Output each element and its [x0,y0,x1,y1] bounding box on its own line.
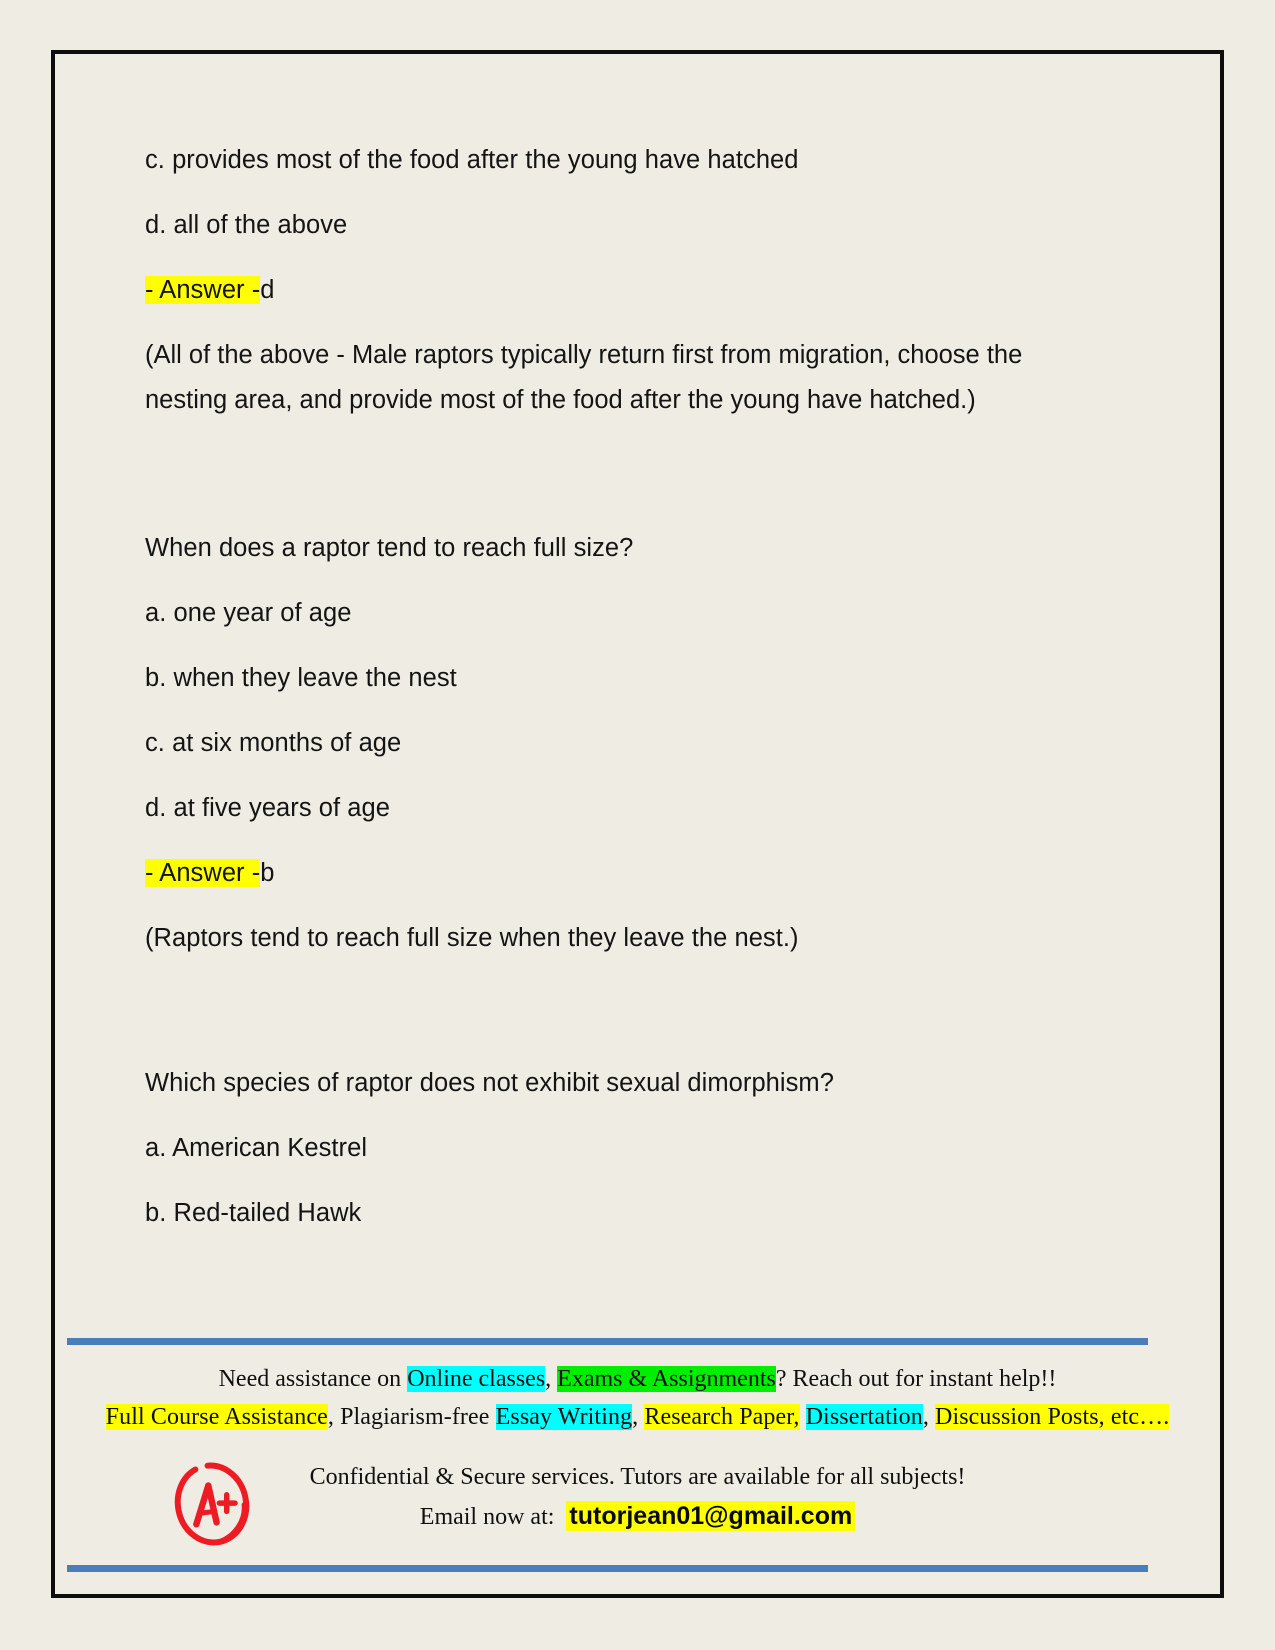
q2-answer-marker: - Answer - [145,859,261,887]
promo-l1-seg1: Need assistance on [218,1366,408,1392]
email-line [55,1497,1220,1537]
promo-l2-full-course-assistance: Full Course Assistance [105,1404,328,1430]
q2-option-b: b. when they leave the nest [145,664,457,692]
section-spacer [145,443,1105,526]
q3-question: Which species of raptor does not exhibit sexual dimorphism? [145,1069,834,1097]
email-label: Email now at: [419,1504,555,1530]
q2-answer-line [145,851,1105,896]
q2-option-c: c. at six months of age [145,729,402,757]
promo-line-1 [55,1360,1220,1398]
q2-option-a: a. one year of age [145,599,352,627]
q1-answer-marker: - Answer - [145,276,261,304]
promo-l2-seg2: , Plagiarism-free [327,1404,496,1430]
q2-option-d: d. at five years of age [145,794,390,822]
q1-answer-line [145,268,1105,313]
promo-footer [55,1338,1220,1594]
promo-line-2 [55,1398,1220,1436]
promo-l1-online-classes: Online classes [407,1366,546,1392]
divider-line-bottom [67,1565,1148,1572]
promo-l2-discussion-posts: Discussion Posts, etc…. [935,1404,1170,1430]
q1-option-c: c. provides most of the food after the young have hatched [145,146,799,174]
promo-l1-seg5: ? Reach out for instant help!! [775,1366,1057,1392]
q2-explanation: (Raptors tend to reach full size when they leave the nest.) [145,924,799,952]
promo-l2-dissertation: Dissertation [805,1404,923,1430]
q3-option-a: a. American Kestrel [145,1134,368,1162]
promo-text-block [55,1360,1220,1436]
document-page-sheet [51,50,1224,1598]
q1-explanation: (All of the above - Male raptors typically return first from migration, choose the nesting area, and provide most of the food after the young have hatched.) [145,341,1023,414]
promo-l2-seg8: , [922,1404,936,1430]
promo-l2-essay-writing: Essay Writing [495,1404,633,1430]
contact-row [55,1454,1220,1564]
section-spacer [145,981,1105,1061]
q1-option-d: d. all of the above [145,211,348,239]
promo-l2-seg6 [800,1404,806,1430]
email-address[interactable]: tutorjean01@gmail.com [566,1501,855,1531]
promo-l1-exams-assignments: Exams & Assignments [557,1366,776,1392]
promo-l2-research-paper: Research Paper, [644,1404,800,1430]
tagline: Confidential & Secure services. Tutors are available for all subjects! [309,1464,966,1490]
q1-answer-value: d [260,276,275,304]
document-content [145,138,1105,1256]
promo-l2-seg4: , [632,1404,645,1430]
promo-l1-seg3: , [545,1366,558,1392]
q2-question: When does a raptor tend to reach full size? [145,534,634,562]
contact-text-block [55,1458,1220,1537]
divider-line-top [67,1338,1148,1345]
q3-option-b: b. Red-tailed Hawk [145,1199,362,1227]
q2-answer-value: b [260,859,275,887]
